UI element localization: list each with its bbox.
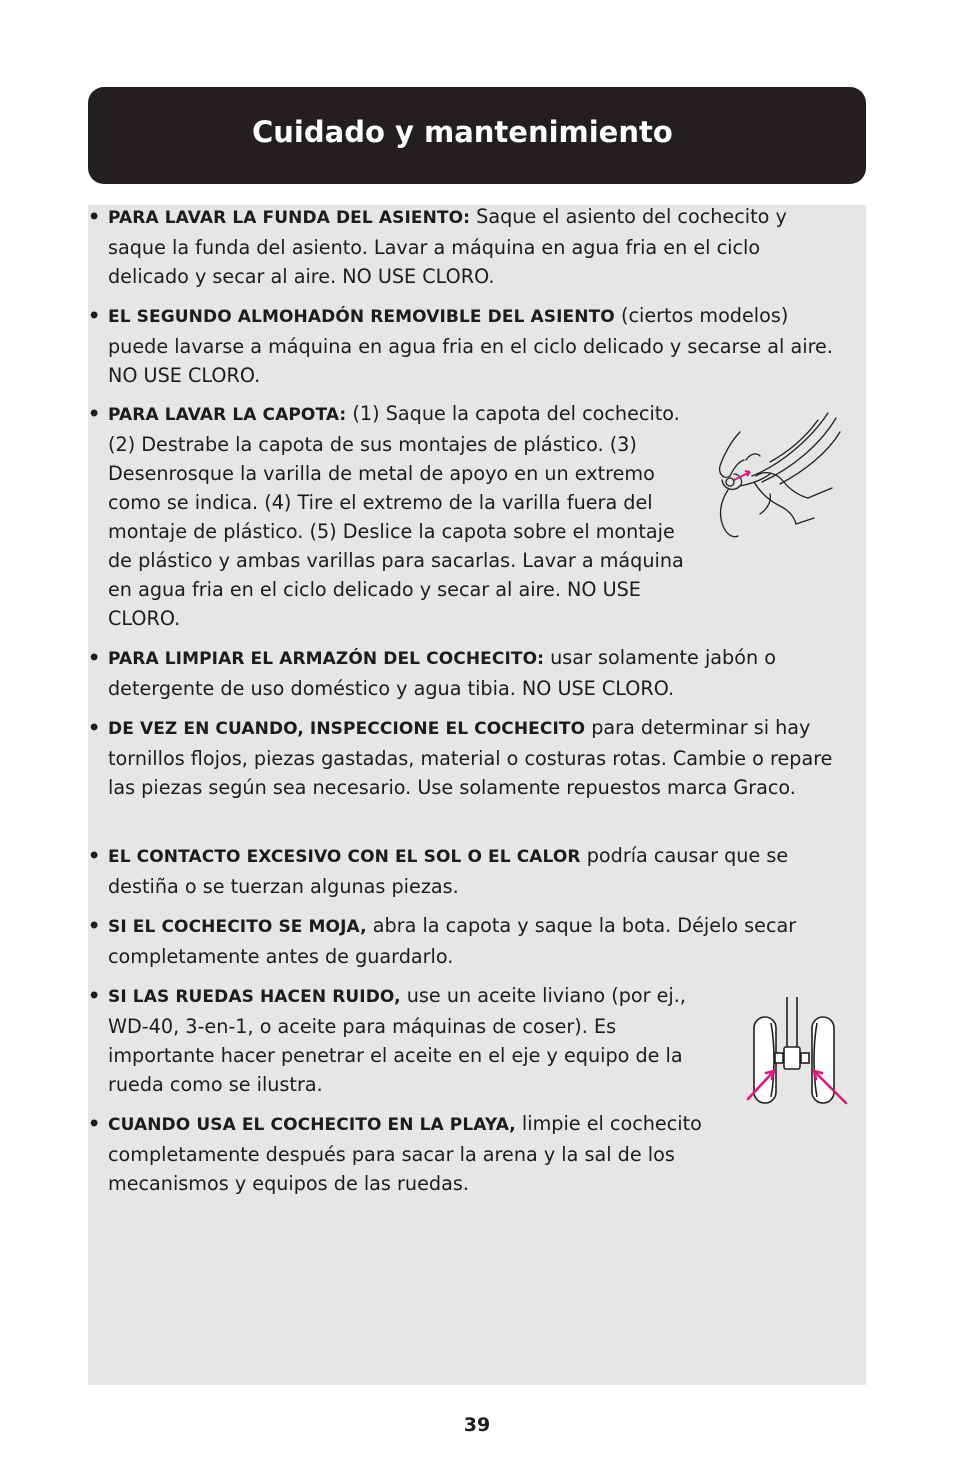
item-text	[108, 643, 848, 703]
item-body: Saque el asiento del cochecito y saque la funda del asiento. Lavar a máquina en agua fria en el ciclo delicado y secar al aire. NO USE CLORO.	[108, 205, 787, 288]
bullet: •	[88, 646, 101, 669]
item-body: podría causar que se destiña o se tuerzan algunas piezas.	[108, 844, 789, 898]
item-heading: EL CONTACTO EXCESIVO CON EL SOL O EL CALOR	[108, 847, 581, 867]
item-body: limpie el cochecito completamente después para sacar la arena y la sal de los mecanismos y equipos de las ruedas.	[108, 1112, 702, 1195]
bullet: •	[88, 402, 101, 425]
item-text	[108, 981, 718, 1099]
item-heading: SI LAS RUEDAS HACEN RUIDO,	[108, 987, 401, 1007]
section-header	[88, 87, 866, 184]
item-text	[108, 399, 688, 633]
item-body: usar solamente jabón o detergente de uso doméstico y agua tibia. NO USE CLORO.	[108, 646, 776, 700]
item-heading: PARA LAVAR LA CAPOTA:	[108, 405, 347, 425]
bullet: •	[88, 844, 101, 867]
item-text	[108, 1109, 738, 1198]
item-text	[108, 841, 864, 901]
list-item	[88, 841, 864, 901]
list-item	[88, 713, 858, 802]
item-text	[108, 301, 848, 390]
bullet: •	[88, 984, 101, 1007]
bullet: •	[88, 205, 101, 228]
item-heading: DE VEZ EN CUANDO, INSPECCIONE EL COCHECITO	[108, 719, 586, 739]
canopy-rod-hand-icon	[710, 410, 850, 545]
item-heading: SI EL COCHECITO SE MOJA,	[108, 917, 367, 937]
item-text	[108, 202, 828, 291]
list-item	[88, 643, 848, 703]
content-panel	[88, 205, 866, 1385]
page-title: Cuidado y mantenimiento	[252, 115, 673, 149]
item-heading: PARA LAVAR LA FUNDA DEL ASIENTO:	[108, 208, 471, 228]
item-body: use un aceite liviano (por ej., WD-40, 3-en-1, o aceite para máquinas de coser). Es importante hacer penetrar el aceite en el eje y equipo de la rueda como se ilustra.	[108, 984, 686, 1096]
item-text	[108, 713, 858, 802]
item-heading: CUANDO USA EL COCHECITO EN LA PLAYA,	[108, 1115, 516, 1135]
list-item	[88, 202, 828, 291]
list-item	[88, 399, 688, 633]
item-heading: EL SEGUNDO ALMOHADÓN REMOVIBLE DEL ASIENTO	[108, 307, 615, 327]
list-item	[88, 1109, 738, 1198]
item-body: para determinar si hay tornillos flojos, piezas gastadas, material o costuras rotas. Cambie o repare las piezas según sea necesario. Use solamente repuestos marca Graco.	[108, 716, 833, 799]
bullet: •	[88, 914, 101, 937]
list-item	[88, 981, 718, 1099]
wheel-axle-icon	[744, 995, 854, 1115]
item-body: (1) Saque la capota del cochecito. (2) Destrabe la capota de sus montajes de plástico. (3) Desenrosque la varilla de metal de apoyo en un extremo como se indica. (4) Tire el extremo de la varilla fuera del montaje de plástico. (5) Deslice la capota sobre el montaje de plástico y ambas varillas para sacarlas. Lavar a máquina en agua fria en el ciclo delicado y secar al aire. NO USE CLORO.	[108, 402, 684, 630]
page-number: 39	[463, 1414, 491, 1436]
item-body: abra la capota y saque la bota. Déjelo secar completamente antes de guardarlo.	[108, 914, 797, 968]
bullet: •	[88, 304, 101, 327]
list-item	[88, 301, 848, 390]
list-item	[88, 911, 858, 971]
item-body: (ciertos modelos) puede lavarse a máquina en agua fria en el ciclo delicado y secarse al aire. NO USE CLORO.	[108, 304, 833, 387]
item-heading: PARA LIMPIAR EL ARMAZÓN DEL COCHECITO:	[108, 649, 545, 669]
item-text	[108, 911, 858, 971]
bullet: •	[88, 716, 101, 739]
bullet: •	[88, 1112, 101, 1135]
